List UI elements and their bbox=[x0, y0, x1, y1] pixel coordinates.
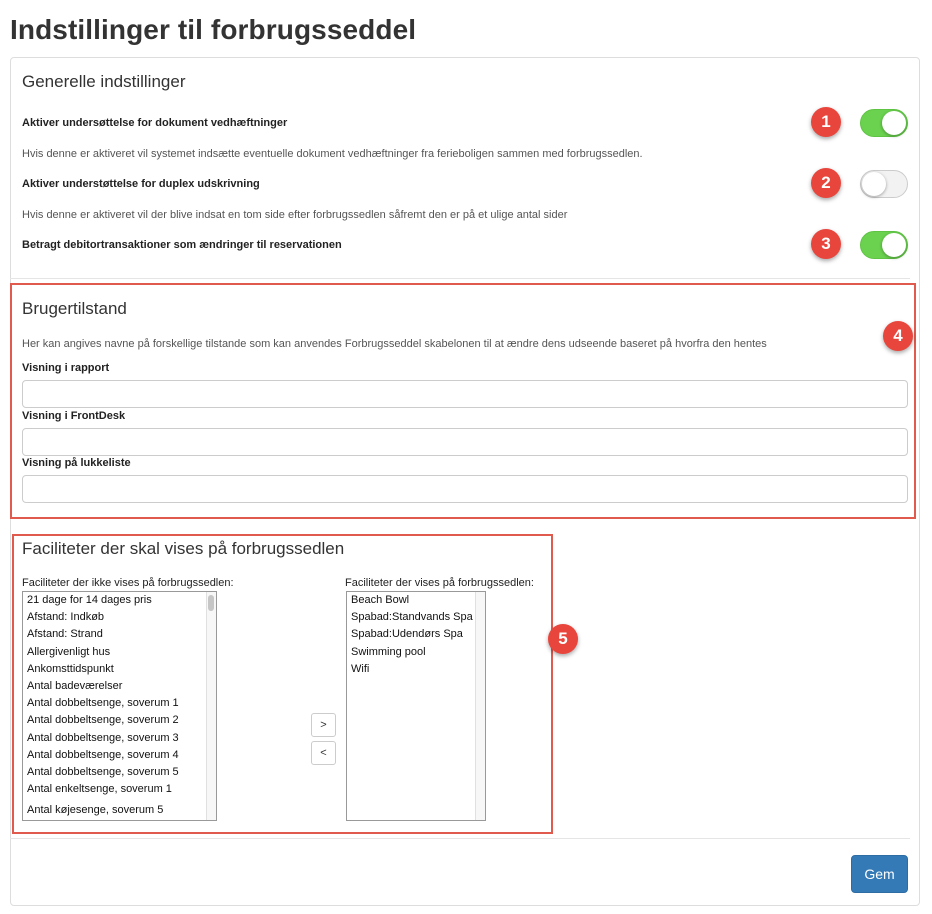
list-item[interactable]: Spabad:Udendørs Spa bbox=[351, 628, 463, 641]
list-item[interactable]: Beach Bowl bbox=[351, 594, 410, 606]
user-state-help: Her kan angives navne på forskellige tilstande som kan anvendes Forbrugsseddel skabelonen til at ændre dens udseende baseret på hvorfra den hentes bbox=[22, 338, 767, 350]
scroll-thumb[interactable] bbox=[208, 595, 214, 611]
user-state-title: Brugertilstand bbox=[22, 299, 127, 318]
move-to-hidden-button[interactable]: < bbox=[311, 741, 336, 765]
list-item[interactable]: Afstand: Indkøb bbox=[27, 611, 105, 624]
page-title: Indstillinger til forbrugsseddel bbox=[10, 14, 417, 45]
footer-divider bbox=[10, 838, 910, 839]
setting-label-attachments: Aktiver undersøttelse for dokument vedhæftninger bbox=[22, 117, 288, 129]
shown-facilities-list[interactable] bbox=[346, 591, 486, 821]
toggle-knob bbox=[882, 111, 906, 135]
list-item[interactable]: Antal dobbeltsenge, soverum 1 bbox=[27, 697, 179, 710]
move-to-shown-button[interactable]: > bbox=[311, 713, 336, 737]
setting-label-duplex: Aktiver understøttelse for duplex udskrivning bbox=[22, 178, 260, 190]
list-item[interactable]: 21 dage for 14 dages pris bbox=[27, 594, 152, 606]
hidden-list-scrollbar[interactable] bbox=[206, 592, 216, 820]
field-label-report: Visning i rapport bbox=[22, 362, 110, 374]
setting-label-debtor: Betragt debitortransaktioner som ændringer til reservationen bbox=[22, 239, 342, 251]
list-item[interactable]: Wifi bbox=[351, 662, 370, 675]
annotation-badge-1: 1 bbox=[811, 107, 841, 137]
list-item[interactable]: Allergivenligt hus bbox=[27, 645, 111, 658]
list-item[interactable]: Antal dobbeltsenge, soverum 3 bbox=[27, 731, 179, 744]
debtor-transactions-toggle[interactable] bbox=[860, 231, 908, 259]
annotation-badge-4: 4 bbox=[883, 321, 913, 351]
annotation-badge-2: 2 bbox=[811, 168, 841, 198]
list-item[interactable]: Antal enkeltsenge, soverum 1 bbox=[27, 783, 172, 796]
save-button[interactable]: Gem bbox=[851, 855, 908, 893]
toggle-knob bbox=[862, 172, 886, 196]
hidden-facilities-caption: Faciliteter der ikke vises på forbrugssedlen: bbox=[22, 577, 234, 589]
hidden-facilities-list[interactable] bbox=[22, 591, 217, 821]
shown-list-scrollbar[interactable] bbox=[475, 592, 485, 820]
field-label-frontdesk: Visning i FrontDesk bbox=[22, 410, 126, 422]
list-item[interactable]: Antal badeværelser bbox=[27, 679, 123, 692]
attachments-toggle[interactable] bbox=[860, 109, 908, 137]
setting-help-duplex: Hvis denne er aktiveret vil der blive indsat en tom side efter forbrugssedlen såfremt den er på et ulige antal sider bbox=[22, 209, 568, 221]
list-item[interactable]: Antal dobbeltsenge, soverum 5 bbox=[27, 765, 179, 778]
frontdesk-view-input[interactable] bbox=[22, 428, 908, 456]
duplex-toggle[interactable] bbox=[860, 170, 908, 198]
list-item[interactable]: Spabad:Standvands Spa bbox=[351, 611, 473, 624]
list-item[interactable]: Afstand: Strand bbox=[27, 628, 103, 641]
list-item[interactable]: Antal dobbeltsenge, soverum 2 bbox=[27, 714, 179, 727]
field-label-closelist: Visning på lukkeliste bbox=[22, 457, 131, 469]
report-view-input[interactable] bbox=[22, 380, 908, 408]
facilities-title: Faciliteter der skal vises på forbrugssedlen bbox=[22, 539, 345, 558]
annotation-badge-5: 5 bbox=[548, 624, 578, 654]
setting-help-attachments: Hvis denne er aktiveret vil systemet indsætte eventuelle dokument vedhæftninger fra ferieboligen sammen med forbrugssedlen. bbox=[22, 148, 643, 160]
list-item[interactable]: Swimming pool bbox=[351, 645, 426, 658]
general-section-title: Generelle indstillinger bbox=[22, 72, 186, 91]
section-divider bbox=[10, 278, 910, 279]
annotation-badge-3: 3 bbox=[811, 229, 841, 259]
list-item[interactable]: Ankomsttidspunkt bbox=[27, 662, 114, 675]
shown-facilities-caption: Faciliteter der vises på forbrugssedlen: bbox=[345, 577, 534, 589]
list-item[interactable]: Antal dobbeltsenge, soverum 4 bbox=[27, 748, 179, 761]
closelist-view-input[interactable] bbox=[22, 475, 908, 503]
list-item[interactable]: Antal køjesenge, soverum 5 bbox=[27, 804, 164, 817]
toggle-knob bbox=[882, 233, 906, 257]
